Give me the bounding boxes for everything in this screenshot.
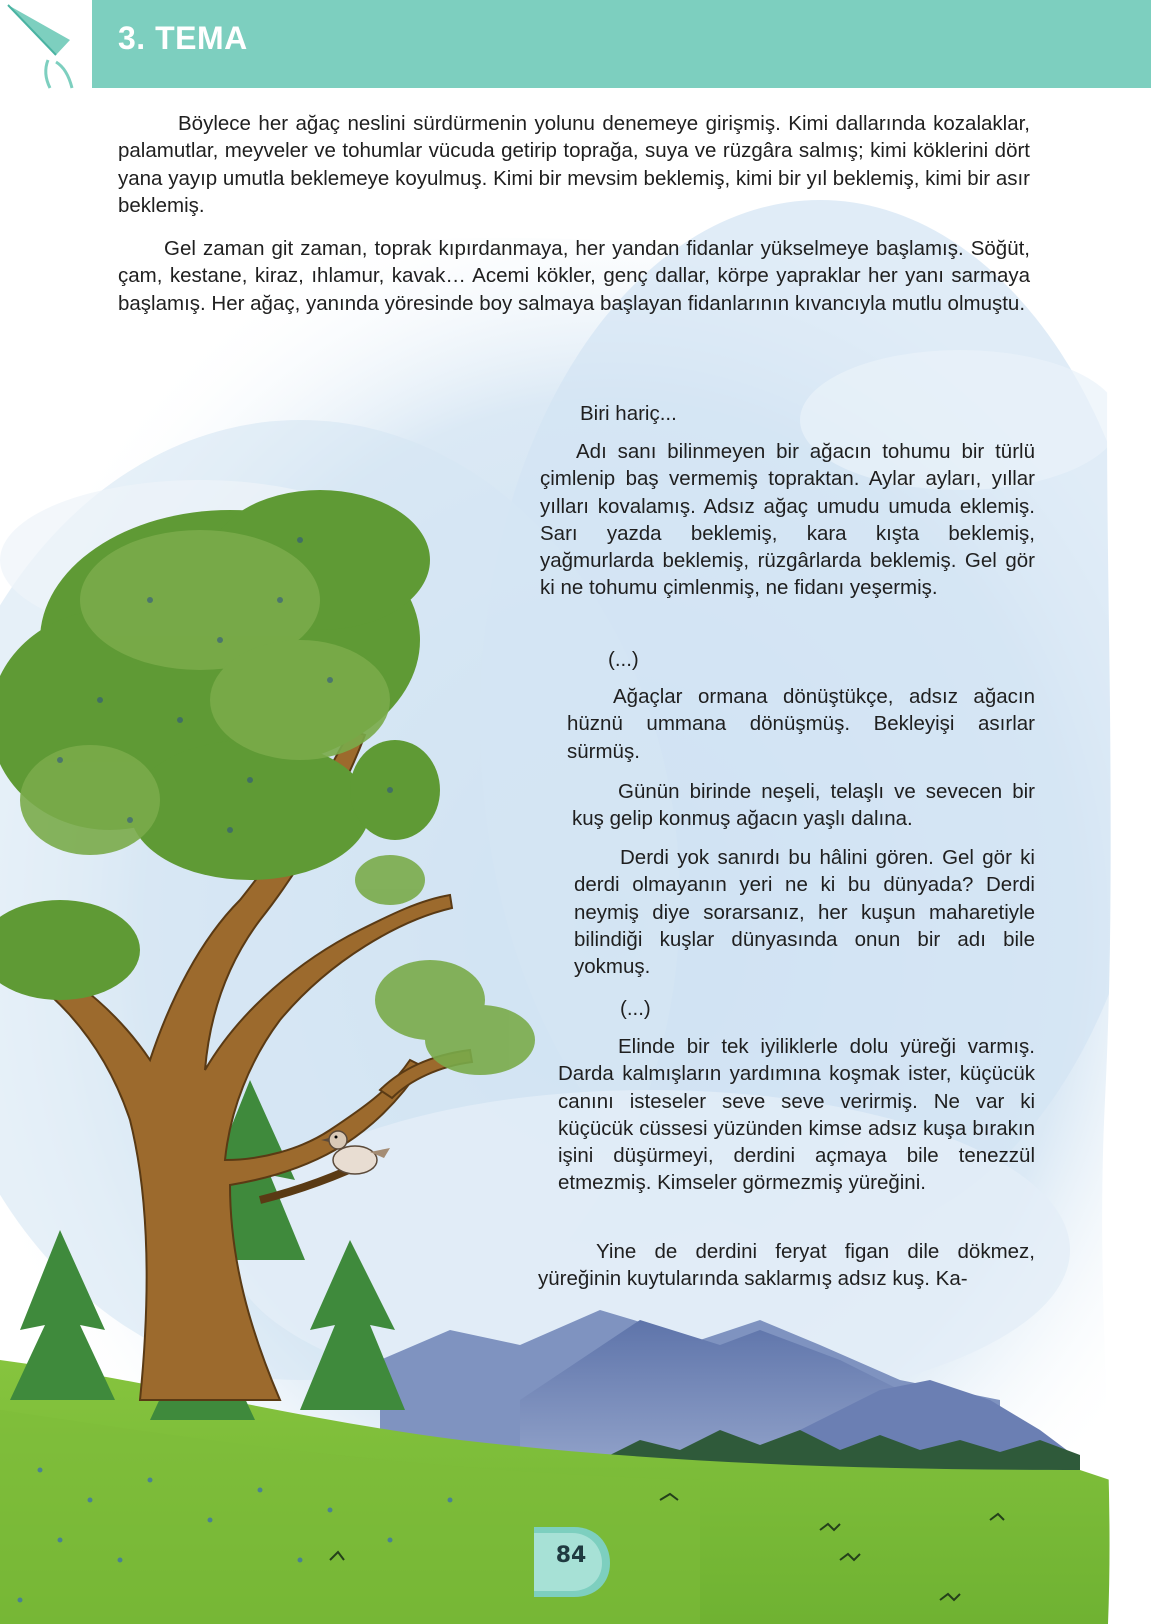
story-paragraph-3: Günün birinde neşeli, telaşlı ve sevecen bir kuş gelip konmuş ağacın yaşlı dalına. — [572, 780, 1035, 831]
chapter-header — [0, 0, 1151, 88]
ellipsis-1: (...) — [608, 648, 639, 671]
story-paragraph-1: Adı sanı bilinmeyen bir ağacın tohumu bir türlü çimlenip baş vermemiş topraktan. Aylar ayları, yıllar yılları kovalamış. Adsız ağaç umudu umuda eklemiş. Sarı yazda beklemiş, kara kışta beklemiş, yağmurlarda beklemiş, rüzgârlarda beklemiş. Gel gör ki ne tohumu çimlenmiş, ne fidanı yeşermiş. — [540, 440, 1035, 600]
page-number-tab — [534, 1527, 614, 1601]
story-line-biri-haric: Biri hariç... — [580, 402, 677, 425]
pen-icon — [0, 0, 110, 100]
paragraph-intro-2: Gel zaman git zaman, toprak kıpırdanmaya, her yandan fidanlar yükselmeye başlamış. Söğüt, çam, kestane, kiraz, ıhlamur, kavak… Acemi kökler, genç dallar, körpe yapraklar her yanı sarmaya başlamış. Her ağaç, yanında yöresinde boy salmaya başlayan fidanlarının kıvancıyla mutlu olmuştu. — [118, 237, 1030, 315]
header-band — [92, 0, 1151, 88]
paragraph-intro-1: Böylece her ağaç neslini sürdürmenin yolunu denemeye girişmiş. Kimi dallarında kozalaklar, palamutlar, meyveler ve tohumlar vücuda getirip toprağa, suya ve rüzgâra salmış; kimi köklerini dört yana yayıp umutla beklemeye koyulmuş. Kimi bir mevsim beklemiş, kimi bir yıl beklemiş, kimi bir asır beklemiş. — [118, 112, 1030, 217]
story-paragraph-5: Elinde bir tek iyiliklerle dolu yüreği varmış. Darda kalmışların yardımına koşmak ister, küçücük canını isteseler seve seve verirmiş. Ne var ki küçücük cüssesi yüzünden kimse adsız kuşa bırakın işini düşürmeyi, derdini açmaya bile tenezzül etmezmiş. Kimseler görmezmiş yüreğini. — [558, 1035, 1035, 1195]
chapter-title: 3. TEMA — [118, 20, 248, 56]
page-number: 84 — [555, 1543, 587, 1568]
story-paragraph-6: Yine de derdini feryat figan dile dökmez, yüreğinin kuytularında saklarmış adsız kuş. Ka- — [538, 1240, 1035, 1291]
story-paragraph-2: Ağaçlar ormana dönüştükçe, adsız ağacın hüznü ummana dönüşmüş. Bekleyişi asırlar sürmüş. — [567, 685, 1035, 763]
ellipsis-2: (...) — [620, 997, 651, 1020]
story-paragraph-4: Derdi yok sanırdı bu hâlini gören. Gel gör ki derdi olmayanın yeri ne ki bu dünyada? Derdi neymiş diye sorarsanız, her kuşun maharetiyle bilindiği kuşlar dünyasında onun bir adı bile yokmuş. — [574, 846, 1035, 979]
